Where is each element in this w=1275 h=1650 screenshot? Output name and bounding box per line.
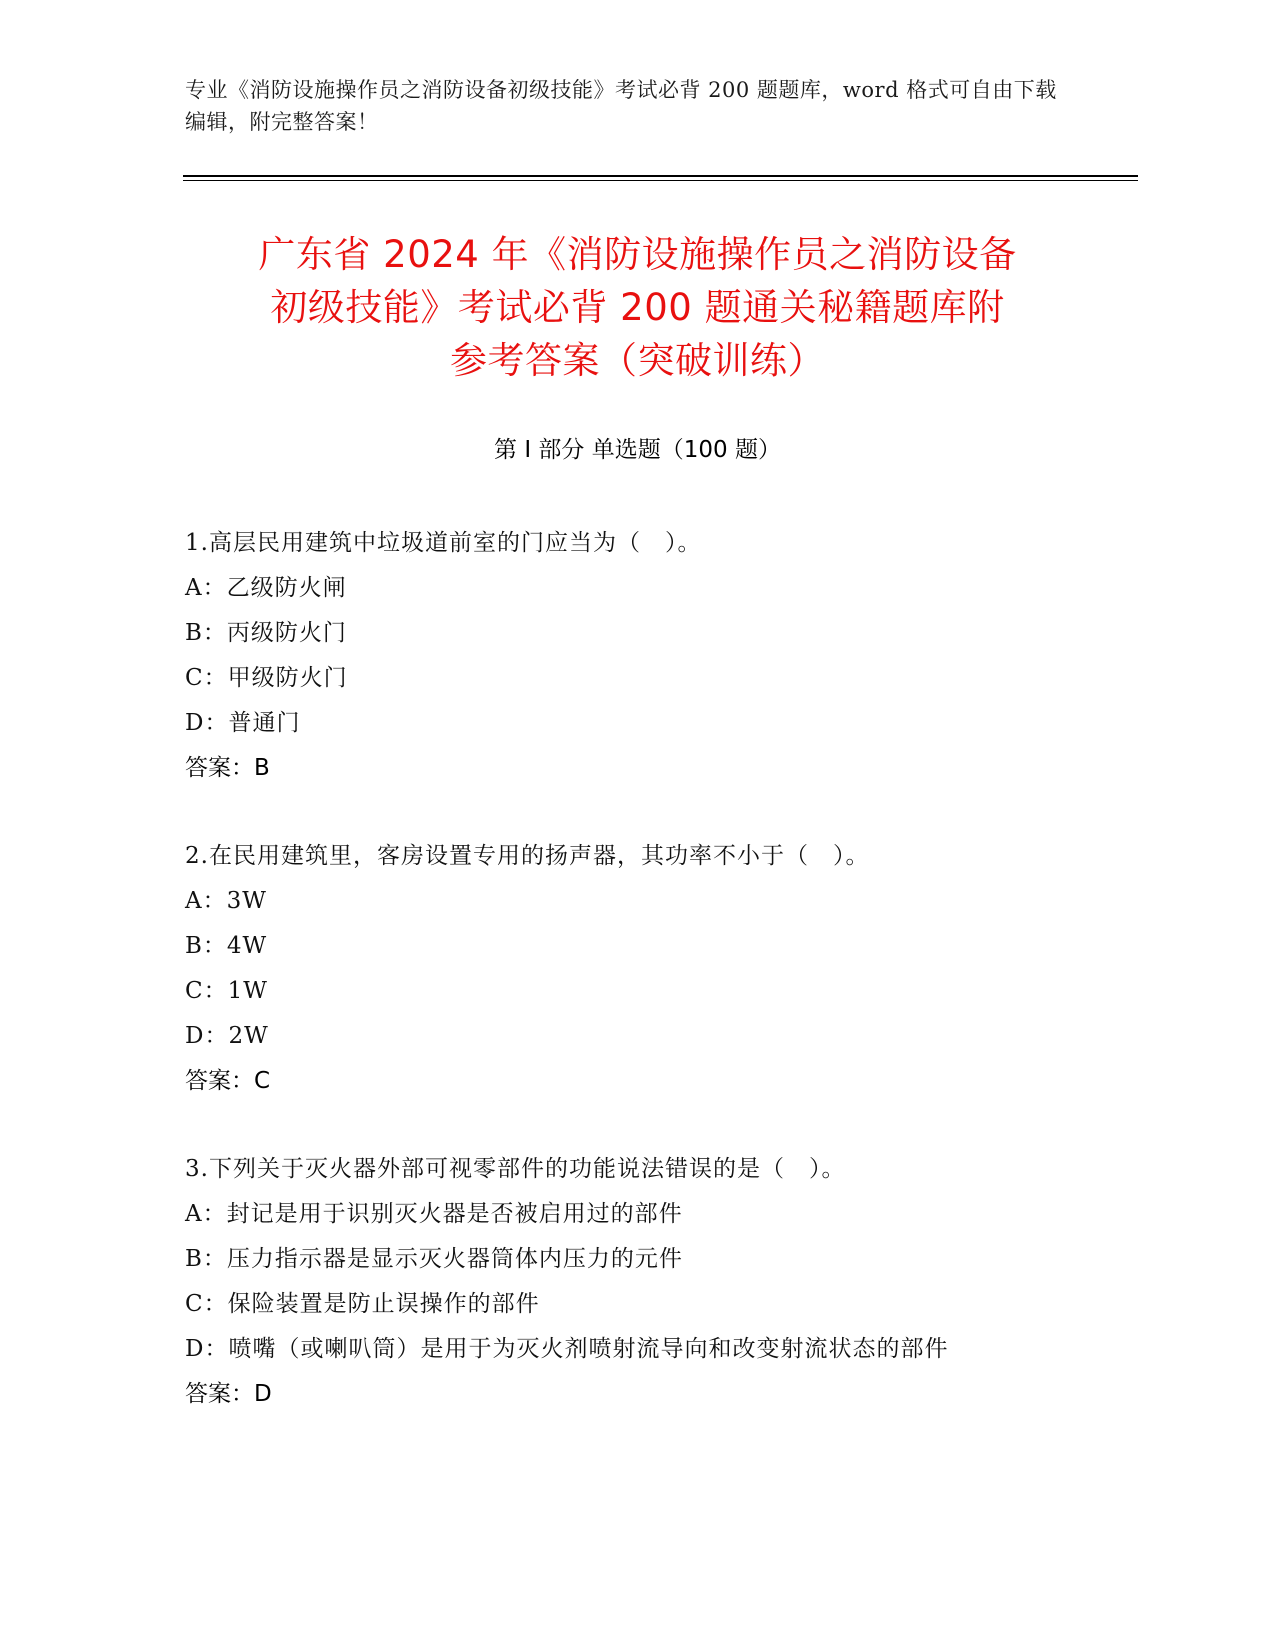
question-stem: 2.在民用建筑里，客房设置专用的扬声器，其功率不小于（ ）。 [185,843,870,869]
option-a: A：乙级防火闸 [185,575,347,601]
option-c: C：保险装置是防止误操作的部件 [185,1291,540,1317]
option-c: C：1W [185,978,268,1004]
option-a: A：3W [185,888,267,914]
answer: 答案：B [185,755,270,781]
question-2 [185,834,1065,1104]
answer: 答案：C [185,1068,271,1094]
section-heading: 第 I 部分 单选题（100 题） [494,437,781,463]
header-note: 专业《消防设施操作员之消防设备初级技能》考试必背 200 题题库，word 格式可自由下载编辑，附完整答案！ [185,78,1057,134]
option-b: B：丙级防火门 [185,620,347,646]
title-line-1: 广东省 2024 年《消防设施操作员之消防设备 [258,233,1017,276]
document-title [160,228,1115,387]
option-a: A：封记是用于识别灭火器是否被启用过的部件 [185,1201,683,1227]
question-3 [185,1147,1065,1417]
option-c: C：甲级防火门 [185,665,348,691]
question-stem: 3.下列关于灭火器外部可视零部件的功能说法错误的是（ ）。 [185,1156,846,1182]
option-b: B：压力指示器是显示灭火器筒体内压力的元件 [185,1246,683,1272]
option-d: D：喷嘴（或喇叭筒）是用于为灭火剂喷射流导向和改变射流状态的部件 [185,1336,949,1362]
answer: 答案：D [185,1381,272,1407]
title-line-3: 参考答案（突破训练） [450,339,825,382]
title-line-2: 初级技能》考试必背 200 题通关秘籍题库附 [270,286,1005,329]
option-d: D：普通门 [185,710,301,736]
option-b: B：4W [185,933,268,959]
header-divider-thin [183,180,1138,181]
question-list [185,521,1065,1460]
question-1 [185,521,1065,791]
option-d: D：2W [185,1023,269,1049]
header-divider-thick [183,175,1138,177]
question-stem: 1.高层民用建筑中垃圾道前室的门应当为（ ）。 [185,530,702,556]
